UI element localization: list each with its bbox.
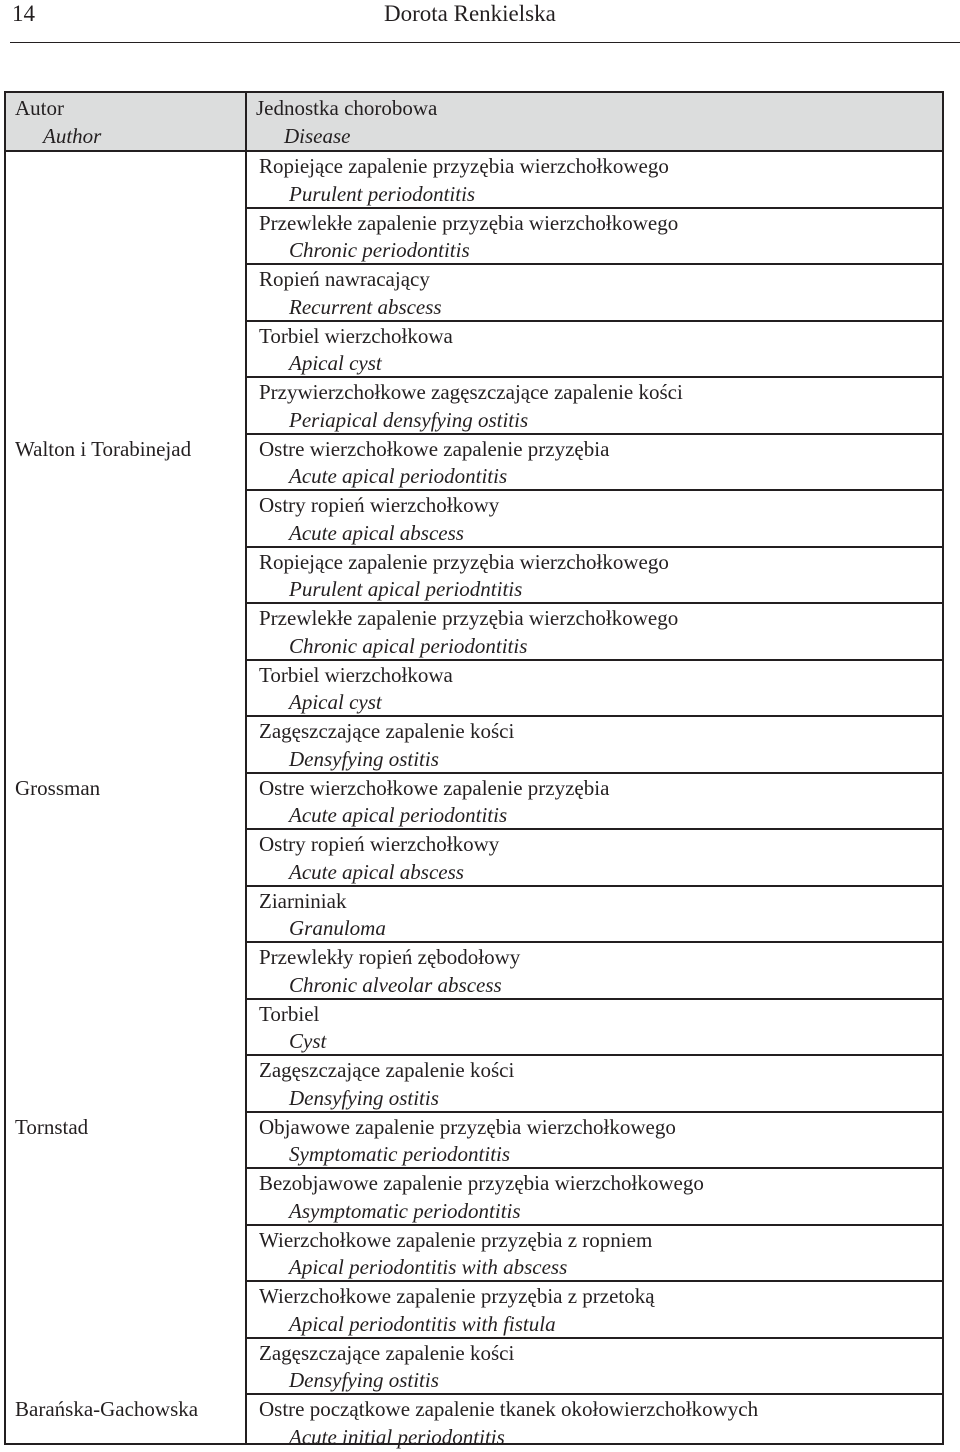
disease-name-en: Densyfying ostitis (289, 1368, 439, 1392)
author-column (6, 152, 243, 1443)
classification-table (4, 91, 944, 1449)
table-row (247, 1113, 942, 1170)
disease-name-pl: Objawowe zapalenie przyzębia wierzchołkowego (259, 1114, 676, 1139)
table-row (247, 378, 942, 435)
table-row (247, 209, 942, 266)
disease-name-en: Densyfying ostitis (289, 1085, 439, 1110)
disease-name-en: Acute apical abscess (289, 859, 464, 884)
author-name: Walton i Torabinejad (15, 436, 192, 461)
disease-name-pl: Przywierzchołkowe zagęszczające zapalenie kości (259, 380, 683, 404)
table-row (247, 548, 942, 605)
table-row (247, 830, 942, 887)
disease-name-en: Apical periodontitis with abscess (289, 1255, 568, 1279)
table-row (247, 1282, 942, 1339)
disease-name-en: Acute initial periodontitis (289, 1424, 505, 1449)
disease-name-en: Apical periodontitis with fistula (289, 1311, 556, 1336)
disease-name-pl: Ostry ropień wierzchołkowy (259, 493, 500, 517)
table-row (247, 491, 942, 548)
table-row (247, 152, 942, 209)
disease-name-pl: Wierzchołkowe zapalenie przyzębia z przetoką (259, 1284, 655, 1308)
disease-name-pl: Ropień nawracający (259, 267, 430, 291)
disease-column (247, 152, 942, 1449)
disease-name-pl: Torbiel wierzchołkowa (259, 662, 453, 687)
table-row (247, 1056, 942, 1113)
table-row (247, 887, 942, 944)
table-row (247, 1226, 942, 1283)
page-header (10, 0, 960, 43)
author-name: Barańska-Gachowska (15, 1397, 199, 1421)
disease-name-en: Symptomatic periodontitis (289, 1142, 511, 1166)
disease-name-pl: Wierzchołkowe zapalenie przyzębia z ropniem (259, 1227, 653, 1252)
header-disease-pl: Jednostka chorobowa (256, 96, 438, 120)
disease-name-pl: Zagęszczające zapalenie kości (259, 1058, 515, 1082)
header-author-cell (6, 93, 243, 150)
table-row (247, 717, 942, 774)
disease-name-en: Purulent apical periodntitis (289, 577, 523, 601)
table-row (247, 435, 942, 492)
disease-name-en: Apical cyst (289, 690, 382, 714)
table-row (247, 604, 942, 661)
table-row (247, 1339, 942, 1396)
disease-name-pl: Przewlekłe zapalenie przyzębia wierzchołkowego (259, 606, 679, 630)
table-row (247, 322, 942, 379)
disease-name-en: Acute apical periodontitis (289, 464, 508, 488)
author-name: Tornstad (15, 1114, 89, 1139)
disease-name-pl: Przewlekłe zapalenie przyzębia wierzchołkowego (259, 210, 679, 235)
table-header-row (6, 93, 942, 152)
table-row (247, 265, 942, 322)
disease-name-pl: Ziarniniak (259, 888, 347, 913)
disease-name-pl: Zagęszczające zapalenie kości (259, 1340, 515, 1365)
column-divider (245, 91, 247, 1445)
header-author-en: Author (43, 123, 102, 148)
table-row (247, 1395, 942, 1452)
disease-name-pl: Ropiejące zapalenie przyzębia wierzchołkowego (259, 154, 669, 178)
disease-name-pl: Przewlekły ropień zębodołowy (259, 945, 521, 969)
disease-name-pl: Ostre początkowe zapalenie tkanek okołowierzchołkowych (259, 1397, 759, 1421)
disease-name-en: Chronic alveolar abscess (289, 972, 502, 997)
table-row (247, 774, 942, 831)
header-disease-en: Disease (284, 123, 351, 148)
disease-name-pl: Ropiejące zapalenie przyzębia wierzchołkowego (259, 549, 669, 574)
disease-name-pl: Torbiel wierzchołkowa (259, 323, 453, 348)
disease-name-en: Granuloma (289, 916, 386, 940)
disease-name-en: Acute apical periodontitis (289, 803, 508, 827)
disease-name-pl: Zagęszczające zapalenie kości (259, 719, 515, 743)
table-row (247, 661, 942, 718)
author-name: Grossman (15, 775, 101, 800)
disease-name-pl: Ostry ropień wierzchołkowy (259, 832, 500, 856)
disease-name-en: Cyst (289, 1029, 327, 1053)
disease-name-en: Purulent periodontitis (289, 181, 476, 206)
table-row (247, 1000, 942, 1057)
disease-name-pl: Bezobjawowe zapalenie przyzębia wierzchołkowego (259, 1171, 704, 1195)
table-row (247, 1169, 942, 1226)
page-number: 14 (12, 1, 35, 26)
table-row (247, 943, 942, 1000)
disease-name-en: Periapical densyfying ostitis (289, 407, 529, 432)
running-head: Dorota Renkielska (384, 1, 556, 26)
header-disease-cell (247, 93, 942, 150)
disease-name-en: Densyfying ostitis (289, 746, 439, 771)
disease-name-en: Asymptomatic periodontitis (289, 1198, 521, 1223)
disease-name-en: Apical cyst (289, 351, 382, 375)
disease-name-en: Acute apical abscess (289, 520, 464, 545)
disease-name-pl: Ostre wierzchołkowe zapalenie przyzębia (259, 775, 610, 800)
disease-name-en: Chronic periodontitis (289, 238, 470, 262)
disease-name-en: Chronic apical periodontitis (289, 633, 528, 658)
disease-name-pl: Torbiel (259, 1001, 320, 1026)
disease-name-pl: Ostre wierzchołkowe zapalenie przyzębia (259, 436, 610, 461)
header-author-pl: Autor (15, 96, 64, 120)
disease-name-en: Recurrent abscess (289, 294, 442, 319)
